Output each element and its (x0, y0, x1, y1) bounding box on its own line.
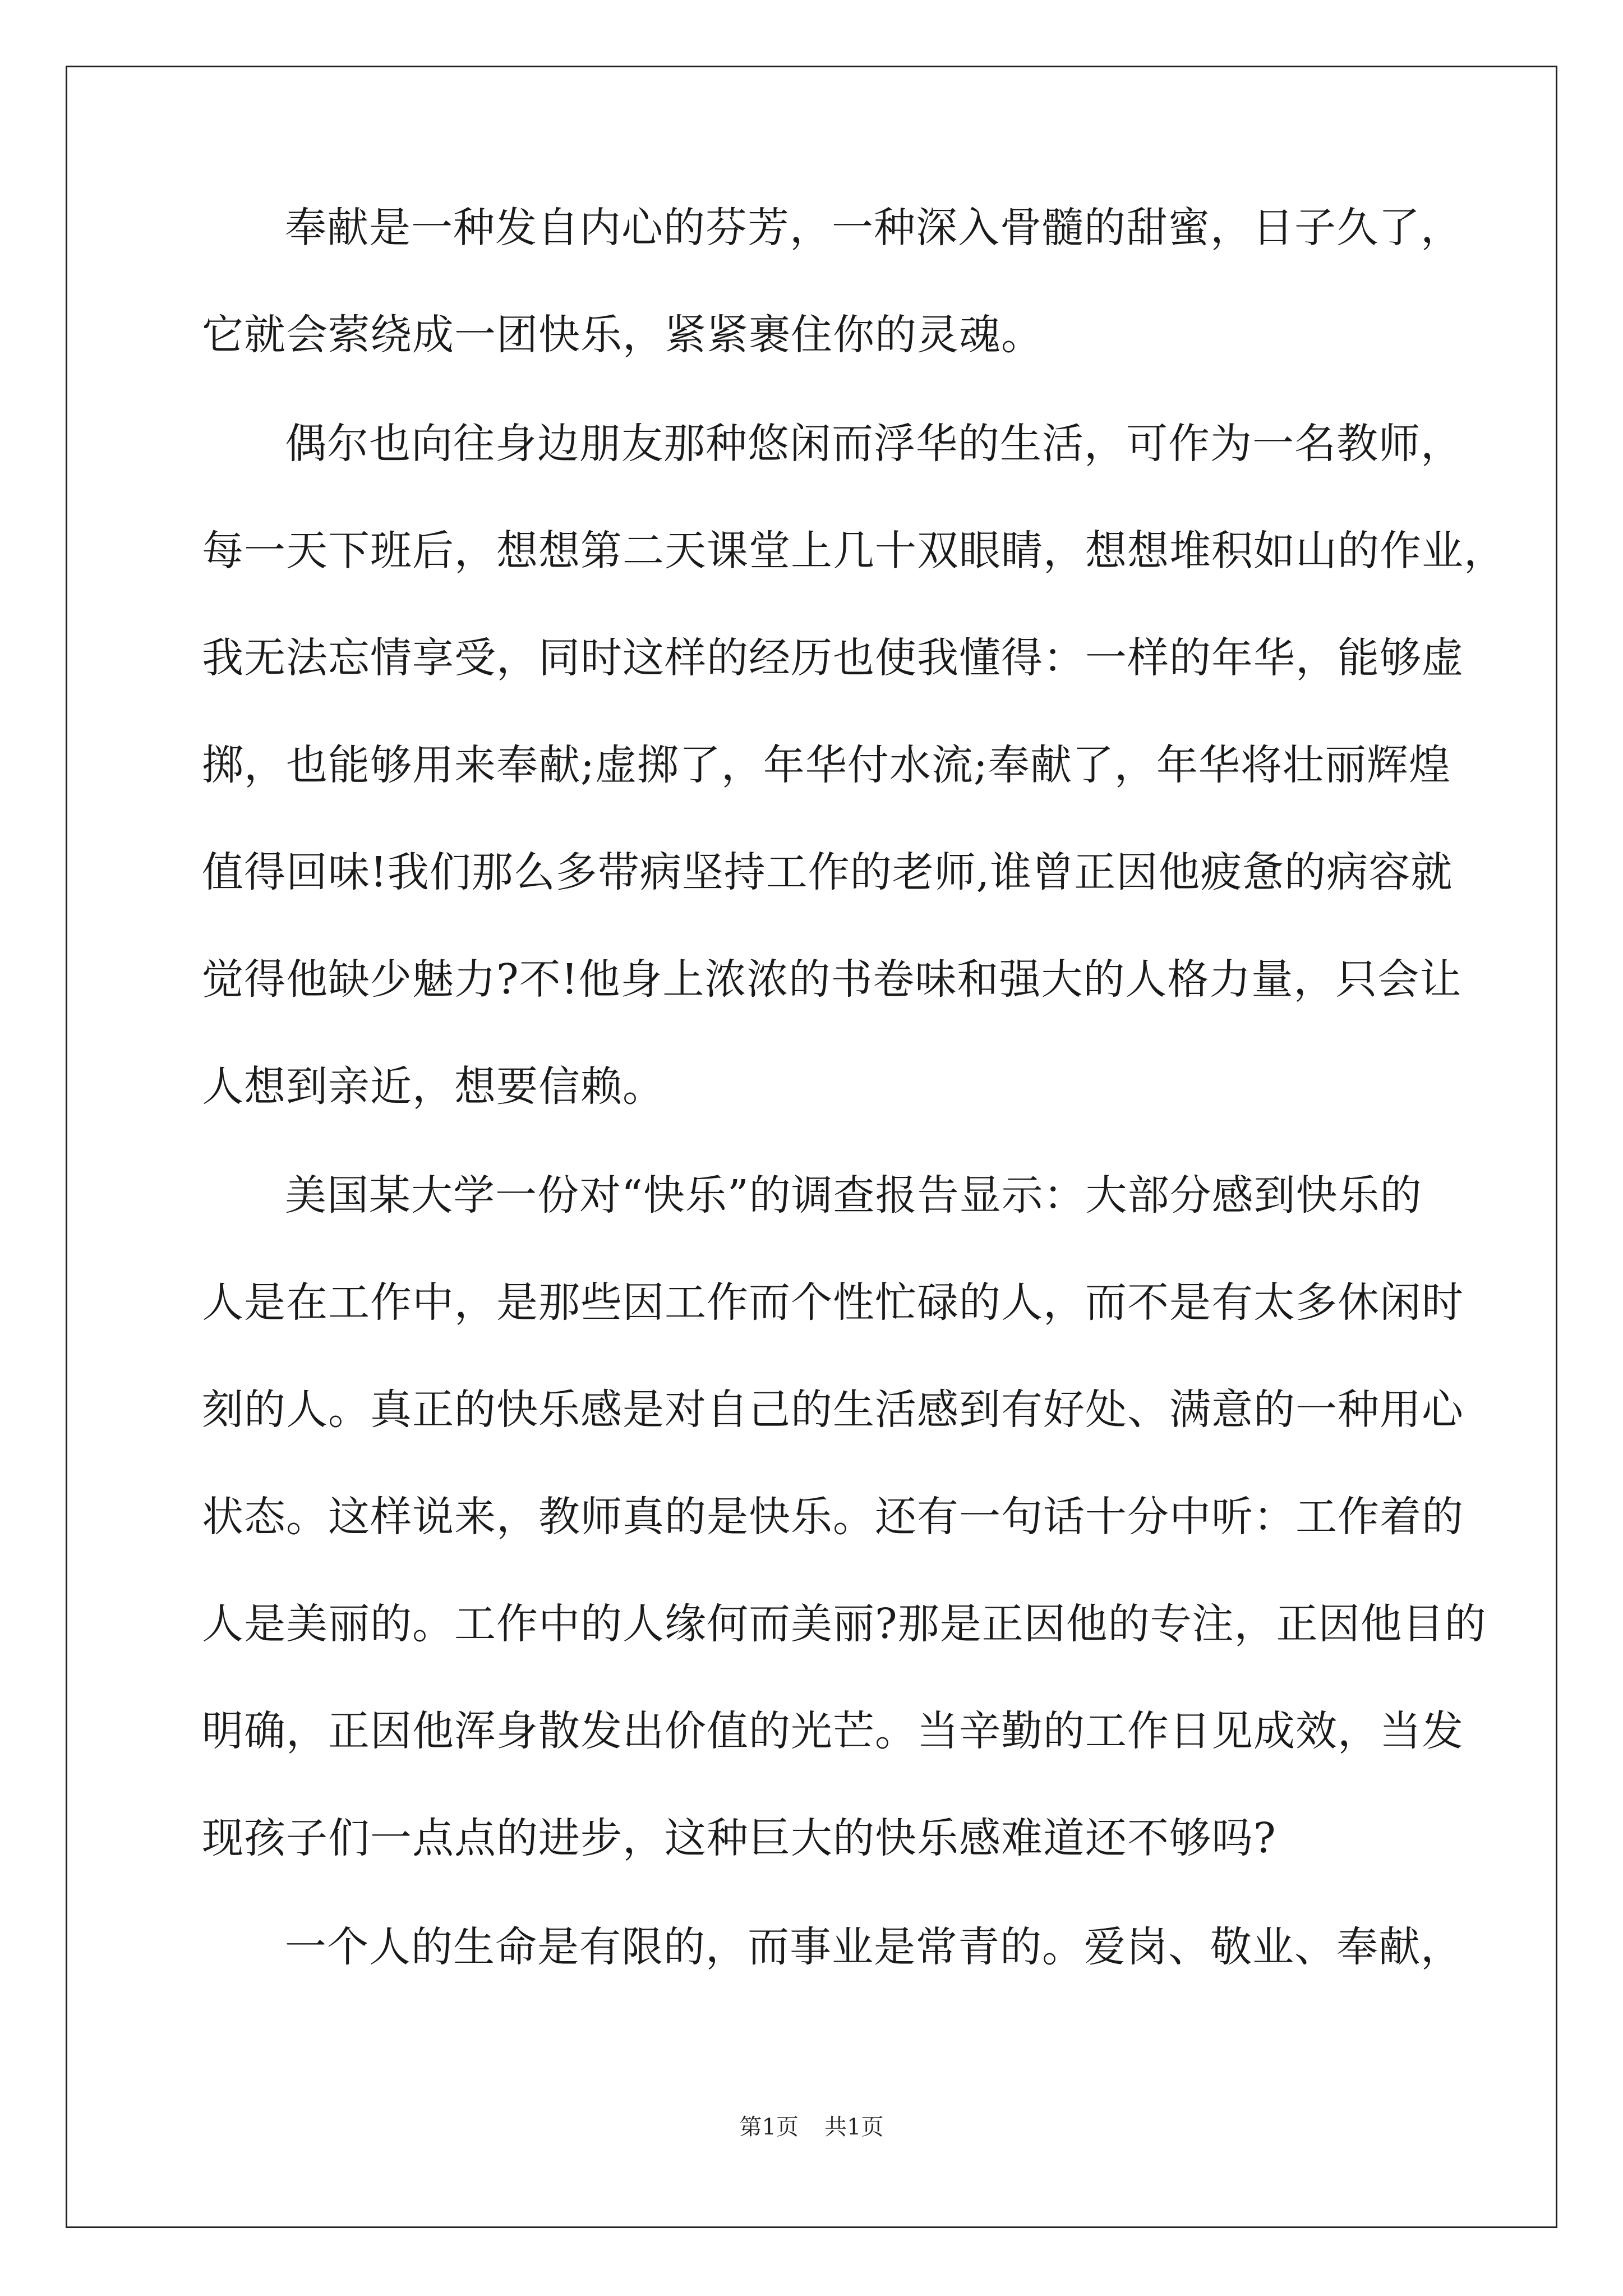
paragraph-2-line-4: 掷，也能够用来奉献;虚掷了，年华付水流;奉献了，年华将壮丽辉煌 (202, 741, 1451, 789)
paragraph-3-line-4: 状态。这样说来，教师真的是快乐。还有一句话十分中听：工作着的 (202, 1493, 1464, 1541)
total-pages: 共1页 (824, 2114, 884, 2140)
paragraph-2-line-7: 人想到亲近，想要信赖。 (202, 1062, 665, 1111)
paragraph-3-line-3: 刻的人。真正的快乐感是对自己的生活感到有好处、满意的一种用心 (202, 1386, 1464, 1434)
paragraph-3-line-6: 明确，正因他浑身散发出价值的光芒。当辛勤的工作日见成效，当发 (202, 1707, 1464, 1755)
paragraph-2-line-6: 觉得他缺少魅力?不!他身上浓浓的书卷味和强大的人格力量，只会让 (202, 955, 1462, 1004)
paragraph-2-line-5: 值得回味!我们那么多带病坚持工作的老师,谁曾正因他疲惫的病容就 (202, 848, 1453, 896)
page-footer (0, 2114, 1623, 2141)
paragraph-1-line-1: 奉献是一种发自内心的芬芳，一种深入骨髓的甜蜜，日子久了， (285, 204, 1463, 252)
paragraph-4-line-1: 一个人的生命是有限的，而事业是常青的。爱岗、敬业、奉献， (285, 1923, 1463, 1971)
paragraph-2-line-2: 每一天下班后，想想第二天课堂上几十双眼睛，想想堆积如山的作业， (202, 527, 1506, 575)
paragraph-3-line-7: 现孩子们一点点的进步，这种巨大的快乐感难道还不够吗? (202, 1814, 1276, 1862)
page-number: 第1页 (739, 2114, 799, 2140)
paragraph-2-line-3: 我无法忘情享受，同时这样的经历也使我懂得：一样的年华，能够虚 (202, 634, 1464, 682)
paragraph-3-line-2: 人是在工作中，是那些因工作而个性忙碌的人，而不是有太多休闲时 (202, 1278, 1464, 1327)
paragraph-3-line-1: 美国某大学一份对“快乐”的调查报告显示：大部分感到快乐的 (285, 1171, 1422, 1220)
paragraph-3-line-5: 人是美丽的。工作中的人缘何而美丽?那是正因他的专注，正因他目的 (202, 1600, 1487, 1648)
paragraph-2-line-1: 偶尔也向往身边朋友那种悠闲而浮华的生活，可作为一名教师， (285, 420, 1463, 468)
paragraph-1-line-2: 它就会萦绕成一团快乐，紧紧裹住你的灵魂。 (202, 311, 1043, 359)
document-body (202, 204, 1506, 1971)
